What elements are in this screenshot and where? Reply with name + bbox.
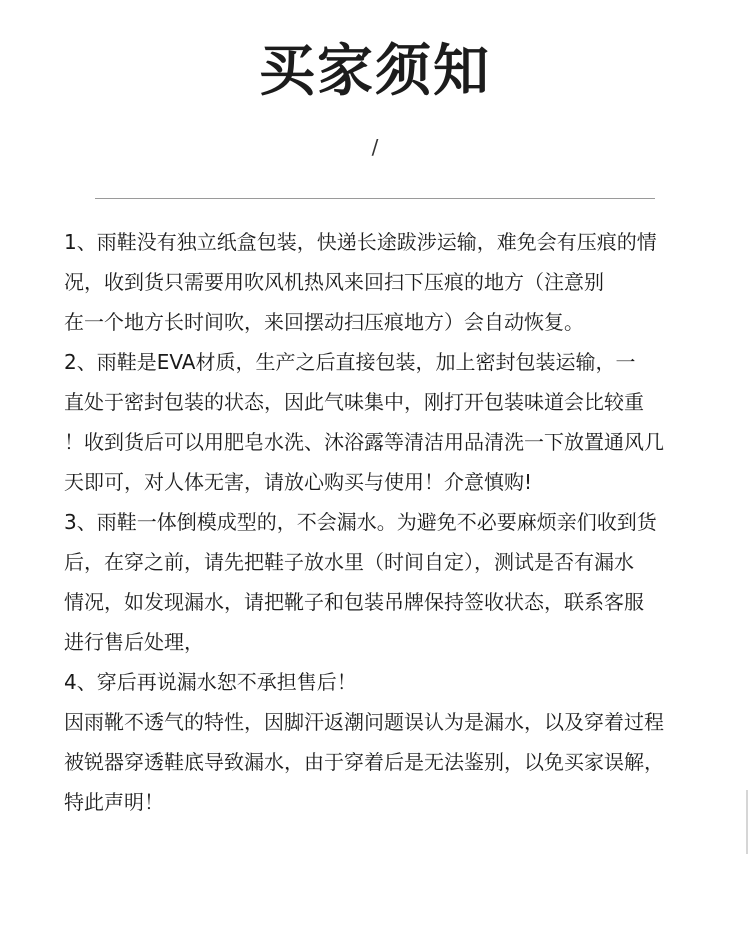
notice-line: 特此声明！ bbox=[64, 790, 164, 814]
notice-line: 在一个地方长时间吹，来回摆动扫压痕地方）会自动恢复。 bbox=[64, 310, 584, 334]
notice-line: ！收到货后可以用肥皂水洗、沐浴露等清洁用品清洗一下放置通风几 bbox=[64, 430, 664, 454]
notice-line: 因雨靴不透气的特性，因脚汗返潮问题误认为是漏水，以及穿着过程 bbox=[64, 710, 664, 734]
notice-line: 进行售后处理， bbox=[64, 630, 204, 654]
notice-line: 4、穿后再说漏水恕不承担售后！ bbox=[64, 670, 357, 694]
notice-line: 直处于密封包装的状态，因此气味集中，刚打开包装味道会比较重 bbox=[64, 390, 644, 414]
notice-line: 况，收到货只需要用吹风机热风来回扫下压痕的地方（注意别 bbox=[64, 270, 604, 294]
notice-line: 天即可，对人体无害，请放心购买与使用！介意慎购! bbox=[64, 470, 533, 494]
notice-line: 后，在穿之前，请先把鞋子放水里（时间自定），测试是否有漏水 bbox=[64, 550, 634, 574]
notice-line: 3、雨鞋一体倒模成型的，不会漏水。为避免不必要麻烦亲们收到货 bbox=[64, 510, 657, 534]
notice-line: 1、雨鞋没有独立纸盒包装，快递长途跋涉运输，难免会有压痕的情 bbox=[64, 230, 657, 254]
title-slash-mark: / bbox=[371, 135, 379, 159]
page-title: 买家须知 bbox=[259, 39, 491, 104]
notice-line: 情况，如发现漏水，请把靴子和包装吊牌保持签收状态，联系客服 bbox=[64, 590, 644, 614]
notice-line: 被锐器穿透鞋底导致漏水，由于穿着后是无法鉴别，以免买家误解， bbox=[64, 750, 664, 774]
notice-line: 2、雨鞋是EVA材质，生产之后直接包装，加上密封包装运输，一 bbox=[64, 350, 636, 374]
notice-body bbox=[64, 222, 724, 822]
divider-line bbox=[95, 198, 655, 199]
edge-divider bbox=[746, 790, 748, 854]
